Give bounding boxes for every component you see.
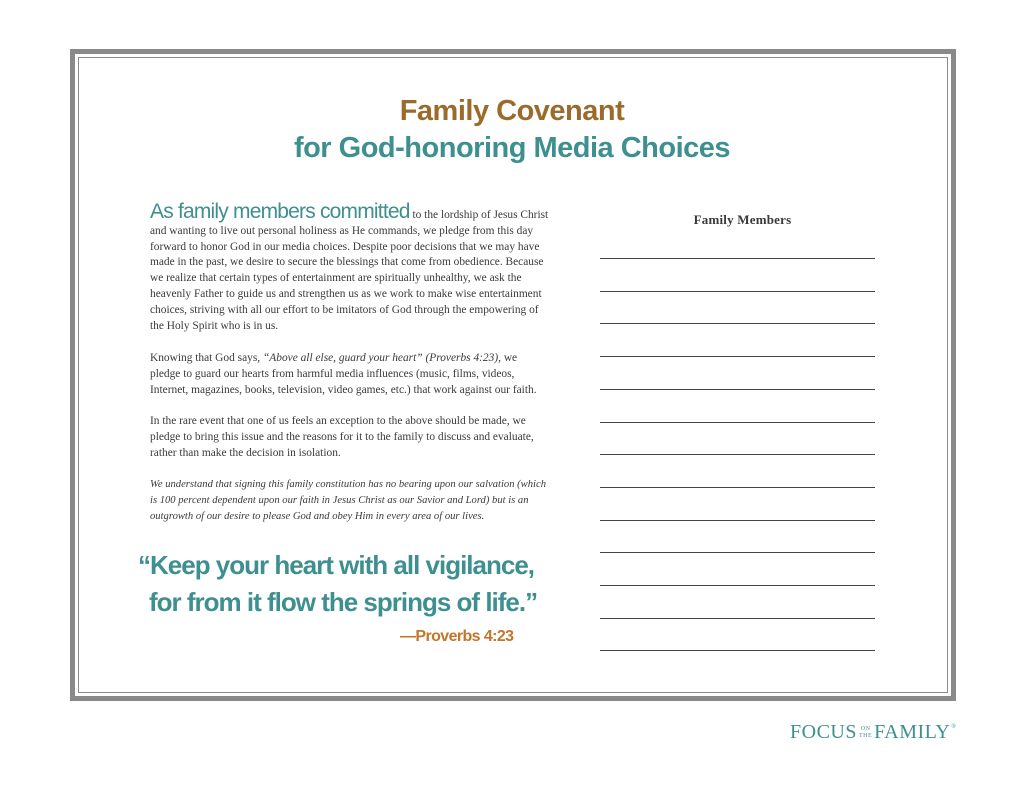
paragraph-guard-heart-a: Knowing that God says, (150, 352, 263, 364)
signature-line[interactable] (600, 291, 875, 292)
logo-focus: FOCUS (790, 721, 857, 743)
paragraph-commitment (150, 200, 550, 334)
logo-on-the (859, 726, 872, 739)
paragraph-salvation-note: We understand that signing this family constitution has no bearing upon our salvation (which is 100 percent dependent upon our faith in Jesus Christ as our Savior and Lord) but is an outgrowth of our desire to please God and obey Him in every area of our lives. (150, 479, 546, 522)
logo-on: ON (860, 726, 871, 732)
signature-line[interactable] (600, 323, 875, 324)
lead-phrase: As family members committed (150, 200, 410, 223)
paragraph-exception: In the rare event that one of us feels an exception to the above should be made, we pledge to bring this issue and the reasons for it to the family to discuss and evaluate, rather than make the decision in isolation. (150, 415, 534, 459)
scripture-quote-inline: “Above all else, guard your heart” (Proverbs 4:23) (262, 352, 499, 364)
family-members-heading: Family Members (693, 212, 792, 227)
signature-line[interactable] (600, 552, 875, 553)
paragraph-commitment-text: to the lordship of Jesus Christ and wanting to live out personal holiness as He commands, we pledge from this day forward to honor God in our media choices. Despite poor decisions that we may have made in the past, we desire to secure the blessings that come from obedience. Because we realize that certain types of entertainment are spiritually unhealthy, we ask the heavenly Father to guide us and strengthen us as we work to make wise entertainment choices, striving with all our effort to be imitators of God through the empowering of the Holy Spirit who is in us. (150, 209, 549, 332)
focus-on-the-family-logo (790, 721, 956, 744)
signature-line[interactable] (600, 520, 875, 521)
paragraph-guard-heart-b: , we pledge to guard our hearts from harmful media influences (music, films, videos, Internet, magazines, books, television, video games, etc.) that work against our faith. (150, 352, 537, 396)
signature-line[interactable] (600, 389, 875, 390)
signature-line[interactable] (600, 258, 875, 259)
signature-line[interactable] (600, 618, 875, 619)
signature-line[interactable] (600, 356, 875, 357)
paragraph-guard-heart (150, 351, 550, 398)
logo-registered-mark: ® (951, 723, 957, 730)
logo-family: FAMILY (874, 721, 951, 743)
signature-line[interactable] (600, 650, 875, 651)
title-line-1: Family Covenant (399, 95, 625, 127)
quote-attribution: —Proverbs 4:23 (400, 628, 514, 645)
quote-line-1: “Keep your heart with all vigilance, (138, 550, 535, 580)
signature-line[interactable] (600, 585, 875, 586)
quote-line-2: for from it flow the springs of life.” (149, 587, 538, 617)
signature-line[interactable] (600, 454, 875, 455)
signature-line[interactable] (600, 487, 875, 488)
signature-line[interactable] (600, 422, 875, 423)
title-line-2: for God-honoring Media Choices (293, 132, 731, 164)
logo-the: THE (858, 732, 873, 739)
